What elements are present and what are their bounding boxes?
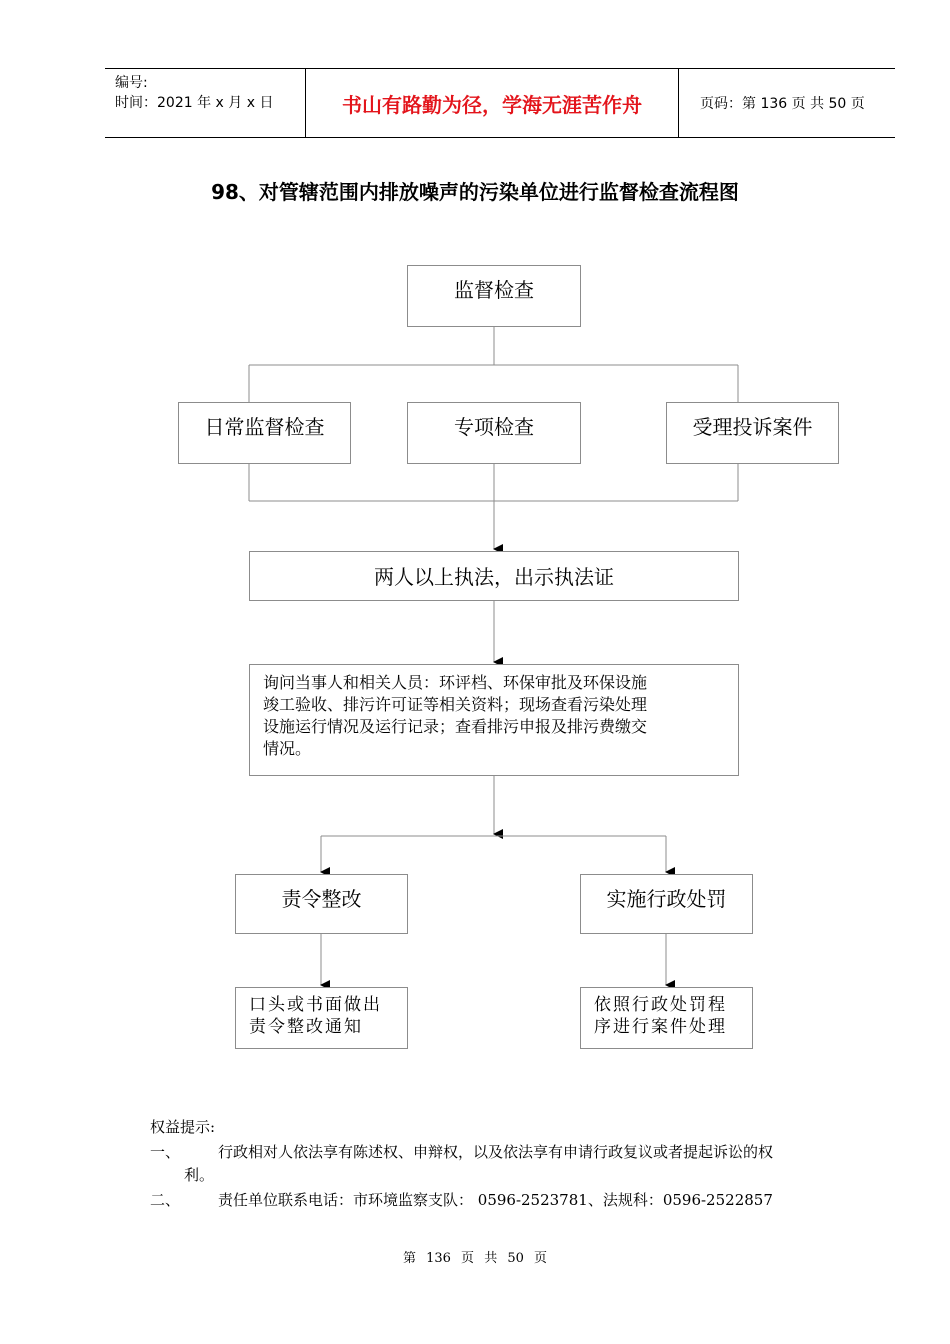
page-title: 98、对管辖范围内排放噪声的污染单位进行监督检查流程图 — [211, 180, 739, 204]
page-info-text: 页码：第 136 页 共 50 页 — [700, 96, 865, 112]
number-label: 编号: — [115, 75, 148, 91]
flow-box-complaint — [666, 402, 839, 464]
flow-box-penalty-detail — [580, 987, 753, 1049]
inquiry-line: 询问当事人和相关人员：环评档、环保审批及环保设施 — [263, 673, 648, 692]
flow-box-label: 责令整改 — [281, 887, 362, 911]
flow-box-label: 专项检查 — [454, 415, 534, 439]
inquiry-line: 竣工验收、排污许可证等相关资料；现场查看污染处理 — [263, 695, 648, 714]
flow-box-special — [407, 402, 581, 464]
inquiry-line: 设施运行情况及运行记录；查看排污申报及排污费缴交 — [263, 717, 648, 736]
flow-box-enforce — [249, 551, 739, 601]
note-text: 利。 — [184, 1166, 215, 1184]
flow-box-label: 监督检查 — [454, 278, 534, 302]
flow-box-inquiry — [249, 664, 739, 776]
note-text: 责任单位联系电话：市环境监察支队： 0596-2523781、法规科：0596-2522857 — [218, 1191, 773, 1209]
note-item-1-cont — [184, 1164, 214, 1185]
inquiry-line: 情况。 — [263, 739, 312, 758]
page-footer: 第 136 页 共 50 页 — [402, 1251, 548, 1266]
flow-box-rectify — [235, 874, 408, 934]
notes-title-text: 权益提示: — [150, 1118, 216, 1136]
note-number: 一、 — [150, 1143, 181, 1161]
flow-box-penalty — [580, 874, 753, 934]
flow-box-label: 实施行政处罚 — [606, 887, 727, 911]
flow-box-routine — [178, 402, 351, 464]
detail-line: 依照行政处罚程 — [594, 995, 727, 1015]
flow-box-label: 受理投诉案件 — [692, 415, 813, 439]
detail-line: 责令整改通知 — [249, 1017, 363, 1037]
flow-box-label: 两人以上执法，出示执法证 — [374, 565, 614, 589]
detail-line: 序进行案件处理 — [594, 1017, 727, 1037]
note-text: 行政相对人依法享有陈述权、申辩权，以及依法享有申请行政复议或者提起诉讼的权 — [218, 1143, 774, 1161]
date-label: 时间：2021 年 x 月 x 日 — [115, 95, 274, 111]
header-motto: 书山有路勤为径，学海无涯苦作舟 — [306, 69, 679, 137]
detail-line: 口头或书面做出 — [249, 995, 382, 1015]
penalty-detail-text — [594, 994, 727, 1038]
flow-box-rectify-detail — [235, 987, 408, 1049]
flow-box-inspect — [407, 265, 581, 327]
inquiry-text — [263, 672, 647, 760]
flow-box-label: 日常监督检查 — [204, 415, 325, 439]
rectify-detail-text — [249, 994, 382, 1038]
notes-title — [150, 1116, 215, 1137]
note-number: 二、 — [150, 1191, 181, 1209]
